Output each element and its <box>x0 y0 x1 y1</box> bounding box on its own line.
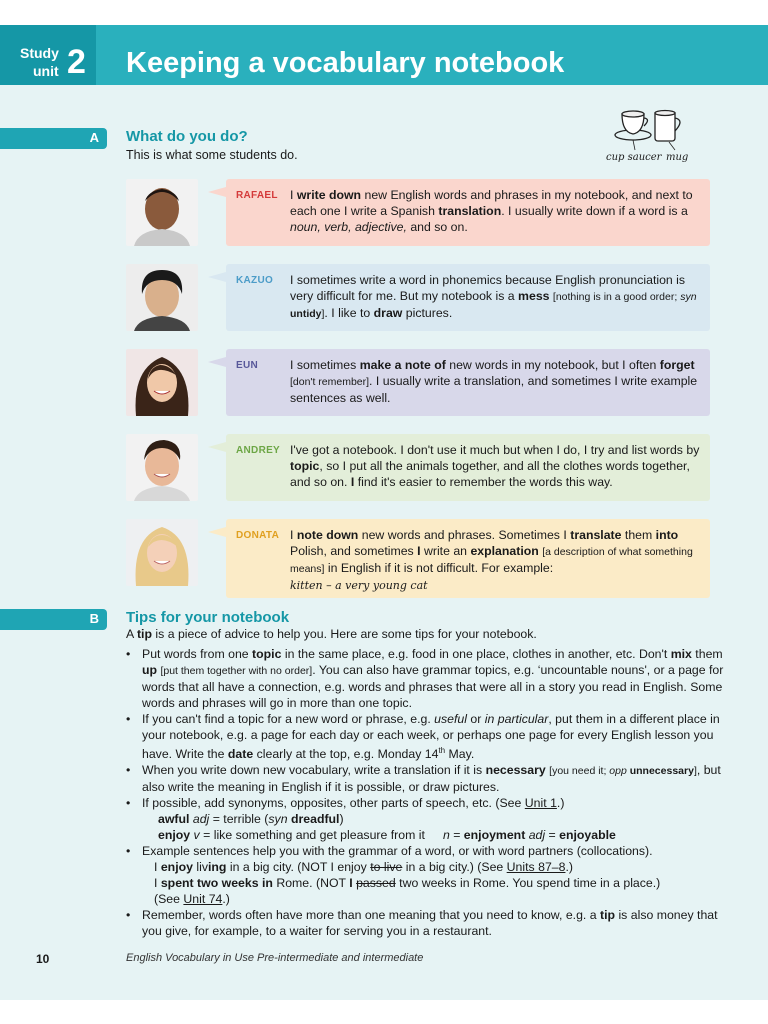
section-b-intro: A tip is a piece of advice to help you. Here are some tips for your notebook. <box>126 627 537 641</box>
student-bubble <box>226 179 710 246</box>
tip-item: • If possible, add synonyms, opposites, other parts of speech, etc. (See Unit 1.) awful adj = terrible (syn dreadful) enjoy v = like something and get pleasure from it n = enjoyment adj = enjoyable <box>126 795 726 843</box>
unit-study-label: Study <box>20 45 59 61</box>
unit-header <box>0 25 768 85</box>
section-a-tag <box>0 128 107 149</box>
student-name: EUN <box>236 360 259 371</box>
student-text: I sometimes make a note of new words in my notebook, but I often forget [don't remember]. I usually write a translation, and sometimes I write example sentences as well. <box>290 358 698 405</box>
section-a-title: What do you do? <box>126 128 248 145</box>
section-b-tag <box>0 609 107 630</box>
unit-badge <box>0 25 96 85</box>
section-b-title: Tips for your notebook <box>126 609 290 626</box>
student-photo-rafael <box>126 179 198 246</box>
section-a-letter: A <box>89 130 99 145</box>
tip-item: • When you write down new vocabulary, write a translation if it is necessary [you need it; opp unnecessary], but also write the meaning in English if it is possible, or draw pictures. <box>126 762 726 795</box>
student-text: I've got a notebook. I don't use it much but when I do, I try and list words by topic, so I put all the animals together, and all the clothes words together, and so on. I find it's easier to remember the words this way. <box>290 443 700 489</box>
tip-item: • Put words from one topic in the same place, e.g. food in one place, clothes in another, etc. Don't mix them up [put them together with no order]. You can also have grammar topics, e.g. ‘uncountable nouns', or a page for words that all have a connection, e.g. words and phrases that were all in a story you read in English. Some words and phrases will go in more than one topic. <box>126 646 726 711</box>
student-bubble <box>226 519 710 598</box>
section-b-letter: B <box>89 611 99 626</box>
student-name: ANDREY <box>236 445 281 456</box>
student-bubble <box>226 349 710 416</box>
student-text: I note down new words and phrases. Sometimes I translate them into Polish, and sometimes I write an explanation [a description of what something means] in English if it is not difficult. For example: kitten – a very young cat <box>290 528 693 592</box>
mug-label: mug <box>666 152 689 163</box>
tip-item: • Remember, words often have more than one meaning that you need to know, e.g. a tip is also money that you give, for example, to a waiter for serving you in a restaurant. <box>126 907 726 939</box>
page-number: 10 <box>36 952 50 966</box>
student-photo-eun <box>126 349 198 416</box>
student-name: DONATA <box>236 530 280 541</box>
page-title: Keeping a vocabulary notebook <box>126 47 565 79</box>
cup-saucer-label: cup saucer <box>606 152 662 163</box>
unit-number: 2 <box>67 43 86 81</box>
student-photo-kazuo <box>126 264 198 331</box>
student-bubble <box>226 264 710 331</box>
tip-item: • If you can't find a topic for a new word or phrase, e.g. useful or in particular, put them in a different place in your notebook, e.g. a page for each day or each week, or perhaps one page for every English lesson you have. Write the date clearly at the top, e.g. Monday 14th May. <box>126 711 726 762</box>
book-title: English Vocabulary in Use Pre-intermediate and intermediate <box>126 952 424 964</box>
student-text: I write down new English words and phrases in my notebook, and next to each one I write a Spanish translation. I usually write down if a word is a noun, verb, adjective, and so on. <box>290 188 693 234</box>
student-bubble <box>226 434 710 501</box>
student-text: I sometimes write a word in phonemics because English pronunciation is very difficult for me. But my notebook is a mess [nothing is in a good order; syn untidy]. I like to draw pictures. <box>290 273 697 320</box>
section-a-intro: This is what some students do. <box>126 148 298 162</box>
tip-item: • Example sentences help you with the grammar of a word, or with word partners (collocations). I enjoy living in a big city. (NOT I enjoy to live in a big city.) (See Units 87–8.) I spent two weeks in Rome. (NOT I passed two weeks in Rome. You spend time in a place.) (See Unit 74.) <box>126 843 726 907</box>
student-name: KAZUO <box>236 275 274 286</box>
student-photo-donata <box>126 519 198 586</box>
unit-unit-label: unit <box>33 63 59 79</box>
student-photo-andrey <box>126 434 198 501</box>
student-name: RAFAEL <box>236 190 278 201</box>
tips-list <box>126 646 726 939</box>
